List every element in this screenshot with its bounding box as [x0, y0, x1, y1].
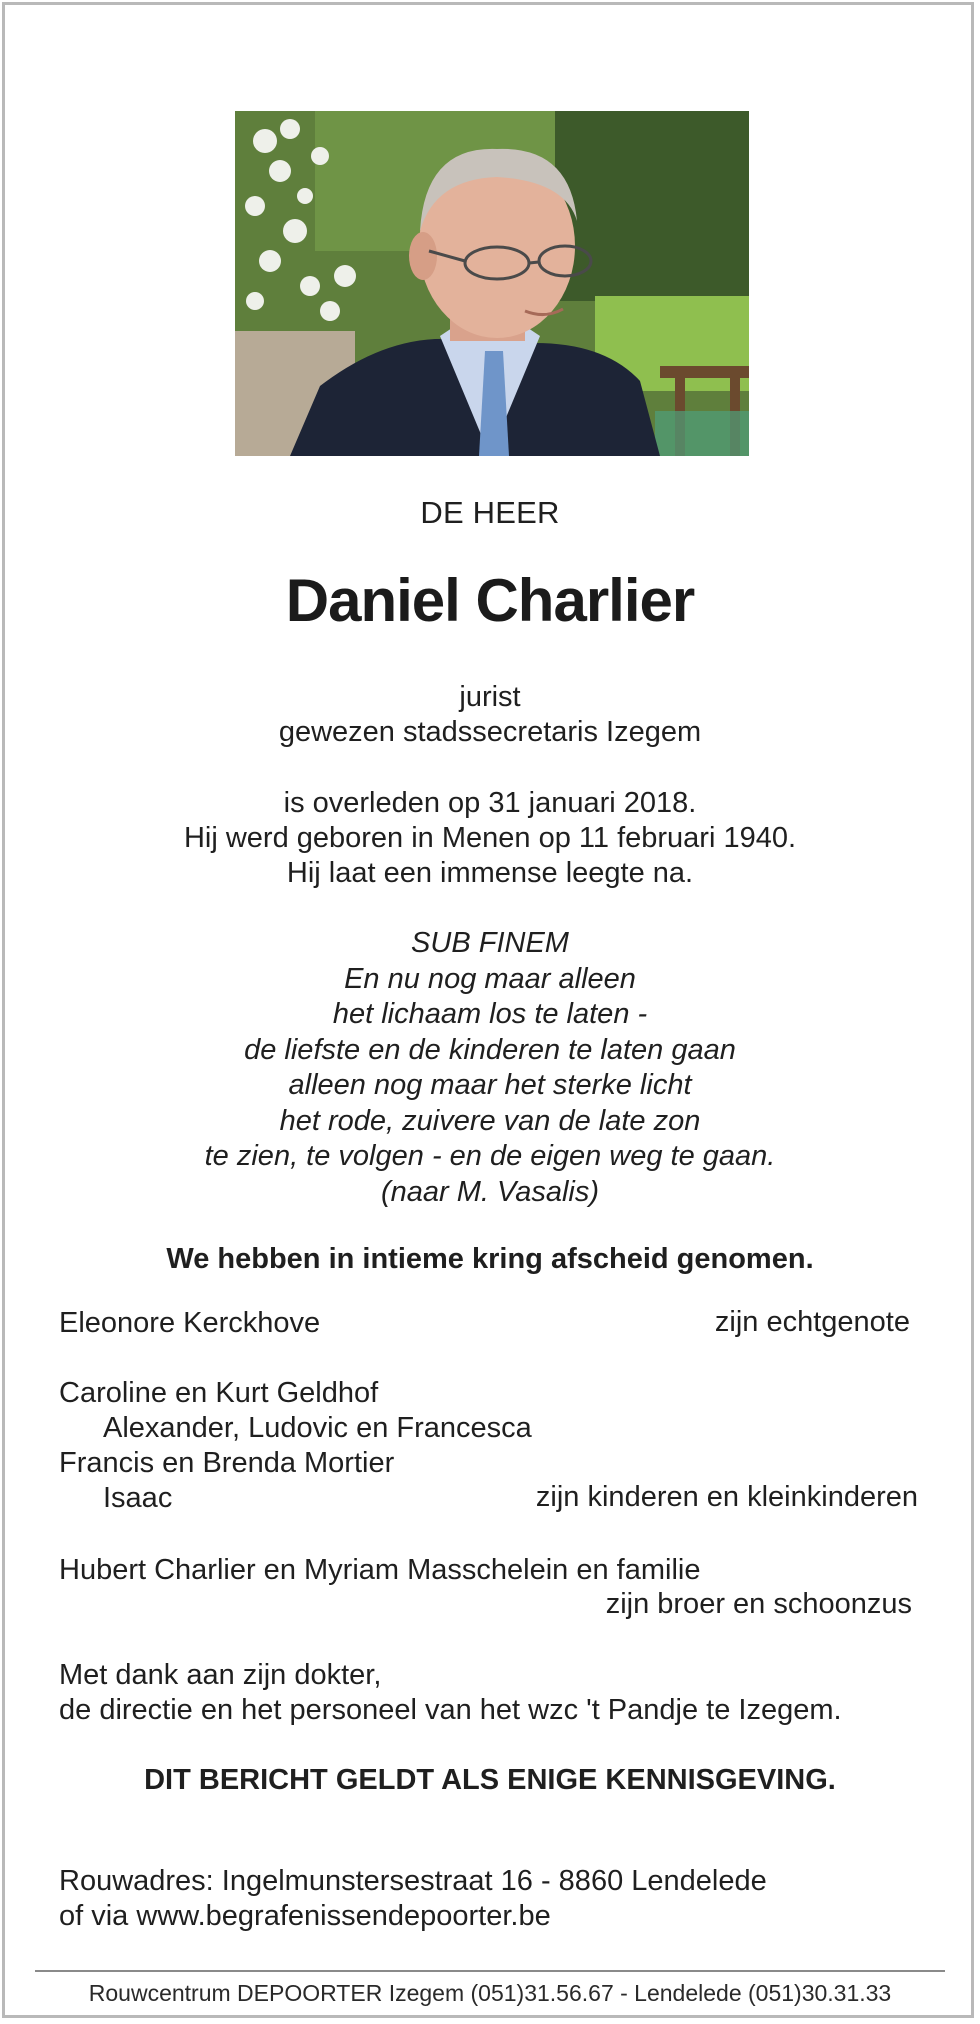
- announcement-line-2: Hij werd geboren in Menen op 11 februari 1940.: [183, 822, 797, 854]
- poem-title: SUB FINEM: [411, 927, 569, 959]
- child-couple-2: Francis en Brenda Mortier: [59, 1447, 395, 1479]
- condolence-address: [59, 1864, 767, 1934]
- funeral-home-footer: Rouwcentrum DEPOORTER Izegem (051)31.56.67 - Lendelede (051)30.31.33: [88, 1980, 892, 2006]
- poem-line: het lichaam los te laten -: [332, 998, 648, 1030]
- poem: [0, 926, 980, 1210]
- announcement-line-3: Hij laat een immense leegte na.: [286, 857, 694, 889]
- spouse-relation: zijn echtgenote: [714, 1306, 910, 1338]
- sibling-name: Hubert Charlier en Myriam Masschelein en familie: [59, 1554, 701, 1586]
- sibling-relation: zijn broer en schoonzus: [605, 1588, 912, 1620]
- spouse-name: Eleonore Kerckhove: [59, 1307, 321, 1339]
- child-couple-1: Caroline en Kurt Geldhof: [59, 1377, 379, 1409]
- thanks-line-1: Met dank aan zijn dokter,: [59, 1659, 382, 1691]
- salutation: DE HEER: [420, 495, 560, 530]
- address-line-2: of via www.begrafenissendepoorter.be: [59, 1900, 551, 1932]
- thanks-block: [59, 1658, 842, 1728]
- farewell-statement: We hebben in intieme kring afscheid genomen.: [166, 1243, 814, 1275]
- deceased-name: Daniel Charlier: [285, 567, 695, 634]
- portrait-illustration: [235, 111, 749, 456]
- grandchildren-2: Isaac: [103, 1482, 173, 1514]
- poem-line: de liefste en de kinderen te laten gaan: [244, 1033, 736, 1066]
- children-relation: zijn kinderen en kleinkinderen: [535, 1481, 918, 1513]
- occupation-line-2: gewezen stadssecretaris Izegem: [278, 716, 702, 748]
- occupation-line-1: jurist: [459, 681, 521, 713]
- poem-line: te zien, te volgen - en de eigen weg te gaan.: [204, 1140, 776, 1172]
- poem-line: alleen nog maar het sterke licht: [288, 1069, 692, 1101]
- address-line-1: Rouwadres: Ingelmunstersestraat 16 - 8860 Lendelede: [59, 1865, 767, 1897]
- portrait-photo: [235, 111, 749, 456]
- death-announcement: [0, 786, 980, 891]
- official-notice: DIT BERICHT GELDT ALS ENIGE KENNISGEVING.: [144, 1764, 836, 1796]
- poem-line: het rode, zuivere van de late zon: [279, 1104, 701, 1137]
- occupation: [0, 680, 980, 750]
- announcement-line-1: is overleden op 31 januari 2018.: [283, 787, 697, 819]
- poem-attribution: (naar M. Vasalis): [380, 1175, 600, 1208]
- poem-line: En nu nog maar alleen: [344, 962, 636, 995]
- children-block: [59, 1376, 532, 1516]
- grandchildren-1: Alexander, Ludovic en Francesca: [103, 1412, 532, 1444]
- thanks-line-2: de directie en het personeel van het wzc 't Pandje te Izegem.: [59, 1694, 842, 1726]
- footer-divider: [35, 1970, 945, 1972]
